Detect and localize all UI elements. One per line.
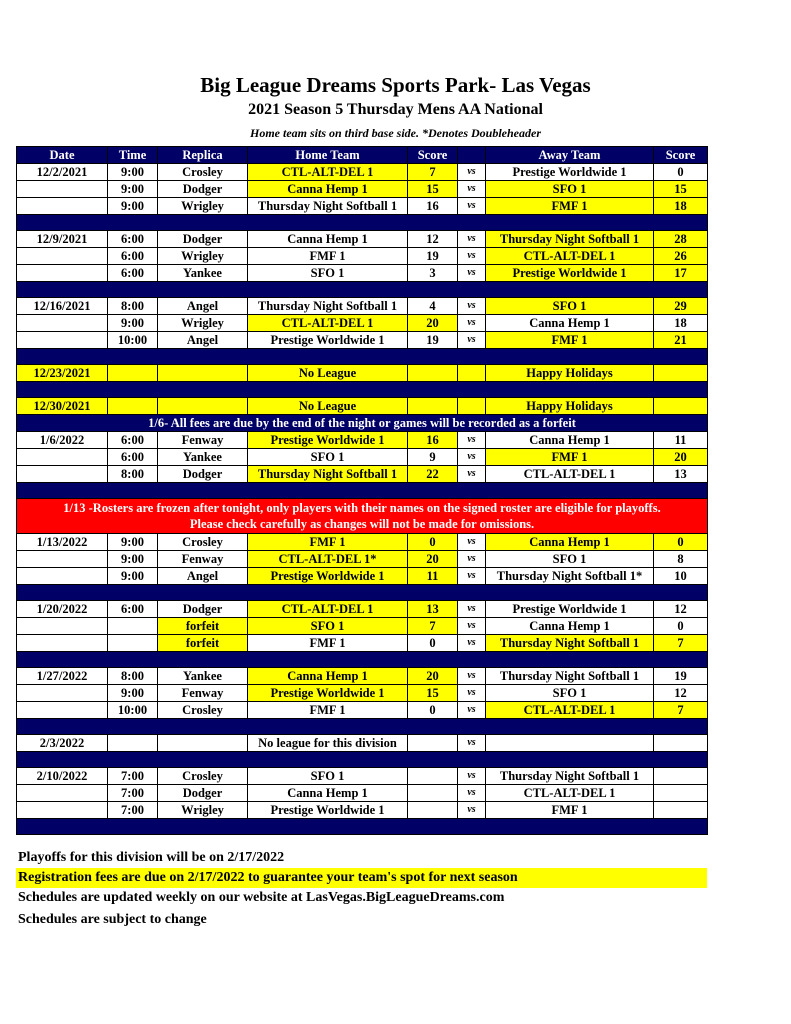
home-team-cell: Thursday Night Softball 1 [248, 298, 408, 315]
table-row [17, 449, 708, 466]
empty-cell [17, 466, 108, 483]
away-score-cell: 21 [654, 332, 708, 349]
date-cell: 1/6/2022 [17, 432, 108, 449]
away-score-cell: 8 [654, 551, 708, 568]
field-cell: Wrigley [158, 315, 248, 332]
separator-cell [17, 819, 708, 835]
away-team-cell: FMF 1 [486, 449, 654, 466]
table-row [17, 432, 708, 449]
home-team-cell: Thursday Night Softball 1 [248, 198, 408, 215]
vs-cell: vs [458, 231, 486, 248]
empty-cell [486, 735, 654, 752]
away-score-cell: 7 [654, 635, 708, 652]
time-cell: 6:00 [108, 231, 158, 248]
away-team-cell: Happy Holidays [486, 398, 654, 415]
field-cell: Wrigley [158, 802, 248, 819]
away-score-cell: 26 [654, 248, 708, 265]
empty-cell [654, 768, 708, 785]
home-score-cell: 20 [408, 551, 458, 568]
home-team-cell: SFO 1 [248, 768, 408, 785]
table-row [17, 534, 708, 551]
roster-notice-line-2: Please check carefully as changes will not be made for omissions. [189, 517, 535, 531]
home-team-cell: Canna Hemp 1 [248, 668, 408, 685]
roster-notice-line-1: 1/13 -Rosters are frozen after tonight, only players with their names on the signed roster are eligible for playoffs. [63, 501, 661, 515]
time-cell: 9:00 [108, 315, 158, 332]
home-team-cell: SFO 1 [248, 618, 408, 635]
away-score-cell: 18 [654, 315, 708, 332]
away-team-cell: SFO 1 [486, 298, 654, 315]
away-team-cell: Canna Hemp 1 [486, 432, 654, 449]
week-separator [17, 349, 708, 365]
empty-cell [17, 315, 108, 332]
date-cell: 1/13/2022 [17, 534, 108, 551]
separator-cell [17, 382, 708, 398]
away-score-cell: 11 [654, 432, 708, 449]
time-cell: 8:00 [108, 298, 158, 315]
away-score-cell: 10 [654, 568, 708, 585]
table-row [17, 181, 708, 198]
vs-cell: vs [458, 198, 486, 215]
time-cell [108, 618, 158, 635]
home-score-cell: 0 [408, 702, 458, 719]
away-team-cell: Thursday Night Softball 1* [486, 568, 654, 585]
website-note: Schedules are updated weekly on our website at LasVegas.BigLeagueDreams.com [18, 890, 505, 905]
empty-cell [654, 365, 708, 382]
away-score-cell: 12 [654, 601, 708, 618]
home-score-cell: 0 [408, 635, 458, 652]
home-score-cell: 12 [408, 231, 458, 248]
vs-cell: vs [458, 785, 486, 802]
empty-cell [17, 181, 108, 198]
time-cell: 6:00 [108, 265, 158, 282]
away-team-cell: Canna Hemp 1 [486, 315, 654, 332]
date-cell: 12/16/2021 [17, 298, 108, 315]
time-cell: 10:00 [108, 702, 158, 719]
time-cell: 9:00 [108, 198, 158, 215]
empty-cell [17, 198, 108, 215]
away-team-cell: CTL-ALT-DEL 1 [486, 248, 654, 265]
week-separator [17, 585, 708, 601]
home-team-note: Home team sits on third base side. *Denotes Doubleheader [250, 126, 541, 140]
away-team-cell: Thursday Night Softball 1 [486, 231, 654, 248]
home-score-cell: 16 [408, 198, 458, 215]
col-date: Date [17, 147, 108, 164]
away-score-cell: 19 [654, 668, 708, 685]
time-cell: 6:00 [108, 432, 158, 449]
home-team-cell: CTL-ALT-DEL 1* [248, 551, 408, 568]
home-team-cell: FMF 1 [248, 702, 408, 719]
registration-note: Registration fees are due on 2/17/2022 to guarantee your team's spot for next season [16, 868, 707, 888]
vs-cell: vs [458, 735, 486, 752]
empty-cell [108, 365, 158, 382]
table-row [17, 568, 708, 585]
vs-cell: vs [458, 768, 486, 785]
vs-cell: vs [458, 685, 486, 702]
header-row [17, 147, 708, 164]
date-cell: 2/10/2022 [17, 768, 108, 785]
time-cell: 9:00 [108, 534, 158, 551]
away-team-cell: Thursday Night Softball 1 [486, 768, 654, 785]
away-score-cell: 28 [654, 231, 708, 248]
time-cell: 7:00 [108, 768, 158, 785]
table-row [17, 298, 708, 315]
vs-cell: vs [458, 668, 486, 685]
home-team-cell: FMF 1 [248, 635, 408, 652]
home-score-cell: 20 [408, 668, 458, 685]
empty-cell [408, 398, 458, 415]
table-row [17, 618, 708, 635]
separator-cell [17, 282, 708, 298]
week-separator [17, 483, 708, 499]
vs-cell: vs [458, 802, 486, 819]
empty-cell [17, 618, 108, 635]
table-row [17, 231, 708, 248]
home-team-cell: No league for this division [248, 735, 408, 752]
empty-cell [158, 398, 248, 415]
date-cell: 12/23/2021 [17, 365, 108, 382]
field-cell: Crosley [158, 534, 248, 551]
vs-cell: vs [458, 534, 486, 551]
fee-notice-row [17, 415, 708, 432]
table-row [17, 198, 708, 215]
empty-cell [408, 768, 458, 785]
week-separator [17, 719, 708, 735]
col-replica: Replica [158, 147, 248, 164]
empty-cell [158, 365, 248, 382]
away-team-cell: CTL-ALT-DEL 1 [486, 702, 654, 719]
table-row [17, 668, 708, 685]
empty-cell [17, 785, 108, 802]
away-team-cell: CTL-ALT-DEL 1 [486, 466, 654, 483]
away-team-cell: FMF 1 [486, 198, 654, 215]
field-cell: Fenway [158, 551, 248, 568]
table-row [17, 802, 708, 819]
separator-cell [17, 585, 708, 601]
schedule-table [16, 146, 708, 835]
field-cell: Yankee [158, 265, 248, 282]
field-cell: Crosley [158, 768, 248, 785]
home-score-cell: 20 [408, 315, 458, 332]
date-cell: 2/3/2022 [17, 735, 108, 752]
away-team-cell: Thursday Night Softball 1 [486, 668, 654, 685]
empty-cell [158, 735, 248, 752]
vs-cell: vs [458, 315, 486, 332]
empty-cell [108, 735, 158, 752]
home-score-cell: 4 [408, 298, 458, 315]
empty-cell [17, 685, 108, 702]
table-row [17, 315, 708, 332]
empty-cell [408, 735, 458, 752]
time-cell: 8:00 [108, 668, 158, 685]
table-row [17, 768, 708, 785]
home-team-cell: No League [248, 365, 408, 382]
vs-cell: vs [458, 248, 486, 265]
away-team-cell: Canna Hemp 1 [486, 618, 654, 635]
field-cell: Wrigley [158, 248, 248, 265]
home-team-cell: Prestige Worldwide 1 [248, 568, 408, 585]
vs-cell: vs [458, 265, 486, 282]
date-cell: 1/27/2022 [17, 668, 108, 685]
separator-cell [17, 483, 708, 499]
vs-cell: vs [458, 181, 486, 198]
empty-cell [17, 265, 108, 282]
home-score-cell: 9 [408, 449, 458, 466]
vs-cell: vs [458, 449, 486, 466]
away-score-cell: 17 [654, 265, 708, 282]
away-team-cell: SFO 1 [486, 685, 654, 702]
away-score-cell: 18 [654, 198, 708, 215]
empty-cell [17, 635, 108, 652]
vs-cell: vs [458, 432, 486, 449]
home-score-cell: 0 [408, 534, 458, 551]
playoffs-note: Playoffs for this division will be on 2/17/2022 [18, 850, 285, 865]
empty-cell [654, 785, 708, 802]
week-separator [17, 819, 708, 835]
away-score-cell: 13 [654, 466, 708, 483]
field-cell: Fenway [158, 685, 248, 702]
week-separator [17, 652, 708, 668]
col-home-team: Home Team [248, 147, 408, 164]
away-score-cell: 0 [654, 618, 708, 635]
date-cell: 1/20/2022 [17, 601, 108, 618]
home-score-cell: 22 [408, 466, 458, 483]
fee-notice: 1/6- All fees are due by the end of the night or games will be recorded as a forfeit [17, 415, 708, 432]
home-score-cell: 15 [408, 181, 458, 198]
away-team-cell: Canna Hemp 1 [486, 534, 654, 551]
away-score-cell: 12 [654, 685, 708, 702]
away-team-cell: Thursday Night Softball 1 [486, 635, 654, 652]
away-team-cell: Prestige Worldwide 1 [486, 601, 654, 618]
empty-cell [108, 398, 158, 415]
table-row [17, 248, 708, 265]
field-cell: Crosley [158, 702, 248, 719]
field-cell: Dodger [158, 181, 248, 198]
date-cell: 12/9/2021 [17, 231, 108, 248]
away-score-cell: 20 [654, 449, 708, 466]
time-cell [108, 635, 158, 652]
separator-cell [17, 349, 708, 365]
time-cell: 9:00 [108, 164, 158, 181]
empty-cell [654, 735, 708, 752]
field-cell: Angel [158, 568, 248, 585]
vs-cell: vs [458, 635, 486, 652]
vs-cell: vs [458, 702, 486, 719]
home-team-cell: Prestige Worldwide 1 [248, 332, 408, 349]
table-row [17, 332, 708, 349]
home-team-cell: Prestige Worldwide 1 [248, 432, 408, 449]
vs-cell: vs [458, 298, 486, 315]
table-row [17, 635, 708, 652]
empty-cell [17, 568, 108, 585]
field-cell: Crosley [158, 164, 248, 181]
separator-cell [17, 652, 708, 668]
separator-cell [17, 215, 708, 231]
home-team-cell: Thursday Night Softball 1 [248, 466, 408, 483]
home-score-cell: 7 [408, 618, 458, 635]
time-cell: 9:00 [108, 568, 158, 585]
away-team-cell: SFO 1 [486, 551, 654, 568]
week-separator [17, 382, 708, 398]
home-team-cell: SFO 1 [248, 449, 408, 466]
empty-cell [654, 398, 708, 415]
time-cell: 8:00 [108, 466, 158, 483]
week-separator [17, 215, 708, 231]
time-cell: 6:00 [108, 449, 158, 466]
season-subtitle: 2021 Season 5 Thursday Mens AA National [248, 101, 543, 118]
field-cell: forfeit [158, 635, 248, 652]
col-away-score: Score [654, 147, 708, 164]
home-team-cell: CTL-ALT-DEL 1 [248, 164, 408, 181]
home-team-cell: Prestige Worldwide 1 [248, 685, 408, 702]
away-team-cell: SFO 1 [486, 181, 654, 198]
empty-cell [17, 551, 108, 568]
col-home-score: Score [408, 147, 458, 164]
away-score-cell: 7 [654, 702, 708, 719]
home-score-cell: 19 [408, 248, 458, 265]
home-score-cell: 11 [408, 568, 458, 585]
table-row [17, 785, 708, 802]
empty-cell [17, 449, 108, 466]
away-team-cell: Prestige Worldwide 1 [486, 164, 654, 181]
table-row [17, 398, 708, 415]
home-team-cell: CTL-ALT-DEL 1 [248, 315, 408, 332]
away-team-cell: CTL-ALT-DEL 1 [486, 785, 654, 802]
away-team-cell: FMF 1 [486, 332, 654, 349]
away-score-cell: 0 [654, 534, 708, 551]
field-cell: Dodger [158, 466, 248, 483]
empty-cell [408, 802, 458, 819]
vs-cell: vs [458, 466, 486, 483]
field-cell: Fenway [158, 432, 248, 449]
field-cell: Yankee [158, 449, 248, 466]
empty-cell [17, 332, 108, 349]
time-cell: 7:00 [108, 802, 158, 819]
home-team-cell: Canna Hemp 1 [248, 785, 408, 802]
field-cell: Angel [158, 298, 248, 315]
vs-cell: vs [458, 164, 486, 181]
home-score-cell: 7 [408, 164, 458, 181]
date-cell: 12/30/2021 [17, 398, 108, 415]
roster-notice-row [17, 499, 708, 534]
vs-cell: vs [458, 601, 486, 618]
time-cell: 10:00 [108, 332, 158, 349]
vs-cell: vs [458, 551, 486, 568]
table-row [17, 164, 708, 181]
field-cell: Dodger [158, 785, 248, 802]
table-row [17, 601, 708, 618]
away-team-cell: FMF 1 [486, 802, 654, 819]
home-team-cell: No League [248, 398, 408, 415]
time-cell: 9:00 [108, 181, 158, 198]
roster-notice [17, 499, 708, 534]
home-team-cell: FMF 1 [248, 534, 408, 551]
field-cell: Wrigley [158, 198, 248, 215]
away-team-cell: Prestige Worldwide 1 [486, 265, 654, 282]
home-team-cell: Prestige Worldwide 1 [248, 802, 408, 819]
time-cell: 9:00 [108, 551, 158, 568]
empty-cell [458, 365, 486, 382]
home-team-cell: FMF 1 [248, 248, 408, 265]
table-row [17, 365, 708, 382]
table-row [17, 702, 708, 719]
empty-cell [17, 802, 108, 819]
home-team-cell: SFO 1 [248, 265, 408, 282]
week-separator [17, 282, 708, 298]
time-cell: 9:00 [108, 685, 158, 702]
table-row [17, 551, 708, 568]
table-row [17, 466, 708, 483]
field-cell: Yankee [158, 668, 248, 685]
home-score-cell: 3 [408, 265, 458, 282]
empty-cell [17, 248, 108, 265]
separator-cell [17, 752, 708, 768]
field-cell: forfeit [158, 618, 248, 635]
home-score-cell: 15 [408, 685, 458, 702]
field-cell: Dodger [158, 601, 248, 618]
away-score-cell: 0 [654, 164, 708, 181]
field-cell: Dodger [158, 231, 248, 248]
table-row [17, 735, 708, 752]
subject-to-change-note: Schedules are subject to change [18, 912, 207, 927]
home-score-cell: 13 [408, 601, 458, 618]
away-score-cell: 29 [654, 298, 708, 315]
date-cell: 12/2/2021 [17, 164, 108, 181]
field-cell: Angel [158, 332, 248, 349]
empty-cell [458, 398, 486, 415]
page-title: Big League Dreams Sports Park- Las Vegas [200, 73, 591, 97]
table-row [17, 685, 708, 702]
home-score-cell: 19 [408, 332, 458, 349]
time-cell: 6:00 [108, 248, 158, 265]
vs-cell: vs [458, 568, 486, 585]
col-vs [458, 147, 486, 164]
home-team-cell: CTL-ALT-DEL 1 [248, 601, 408, 618]
time-cell: 6:00 [108, 601, 158, 618]
separator-cell [17, 719, 708, 735]
vs-cell: vs [458, 332, 486, 349]
col-time: Time [108, 147, 158, 164]
empty-cell [654, 802, 708, 819]
week-separator [17, 752, 708, 768]
empty-cell [408, 365, 458, 382]
table-row [17, 265, 708, 282]
time-cell: 7:00 [108, 785, 158, 802]
vs-cell: vs [458, 618, 486, 635]
empty-cell [17, 702, 108, 719]
away-team-cell: Happy Holidays [486, 365, 654, 382]
home-team-cell: Canna Hemp 1 [248, 181, 408, 198]
empty-cell [408, 785, 458, 802]
col-away-team: Away Team [486, 147, 654, 164]
home-score-cell: 16 [408, 432, 458, 449]
home-team-cell: Canna Hemp 1 [248, 231, 408, 248]
away-score-cell: 15 [654, 181, 708, 198]
